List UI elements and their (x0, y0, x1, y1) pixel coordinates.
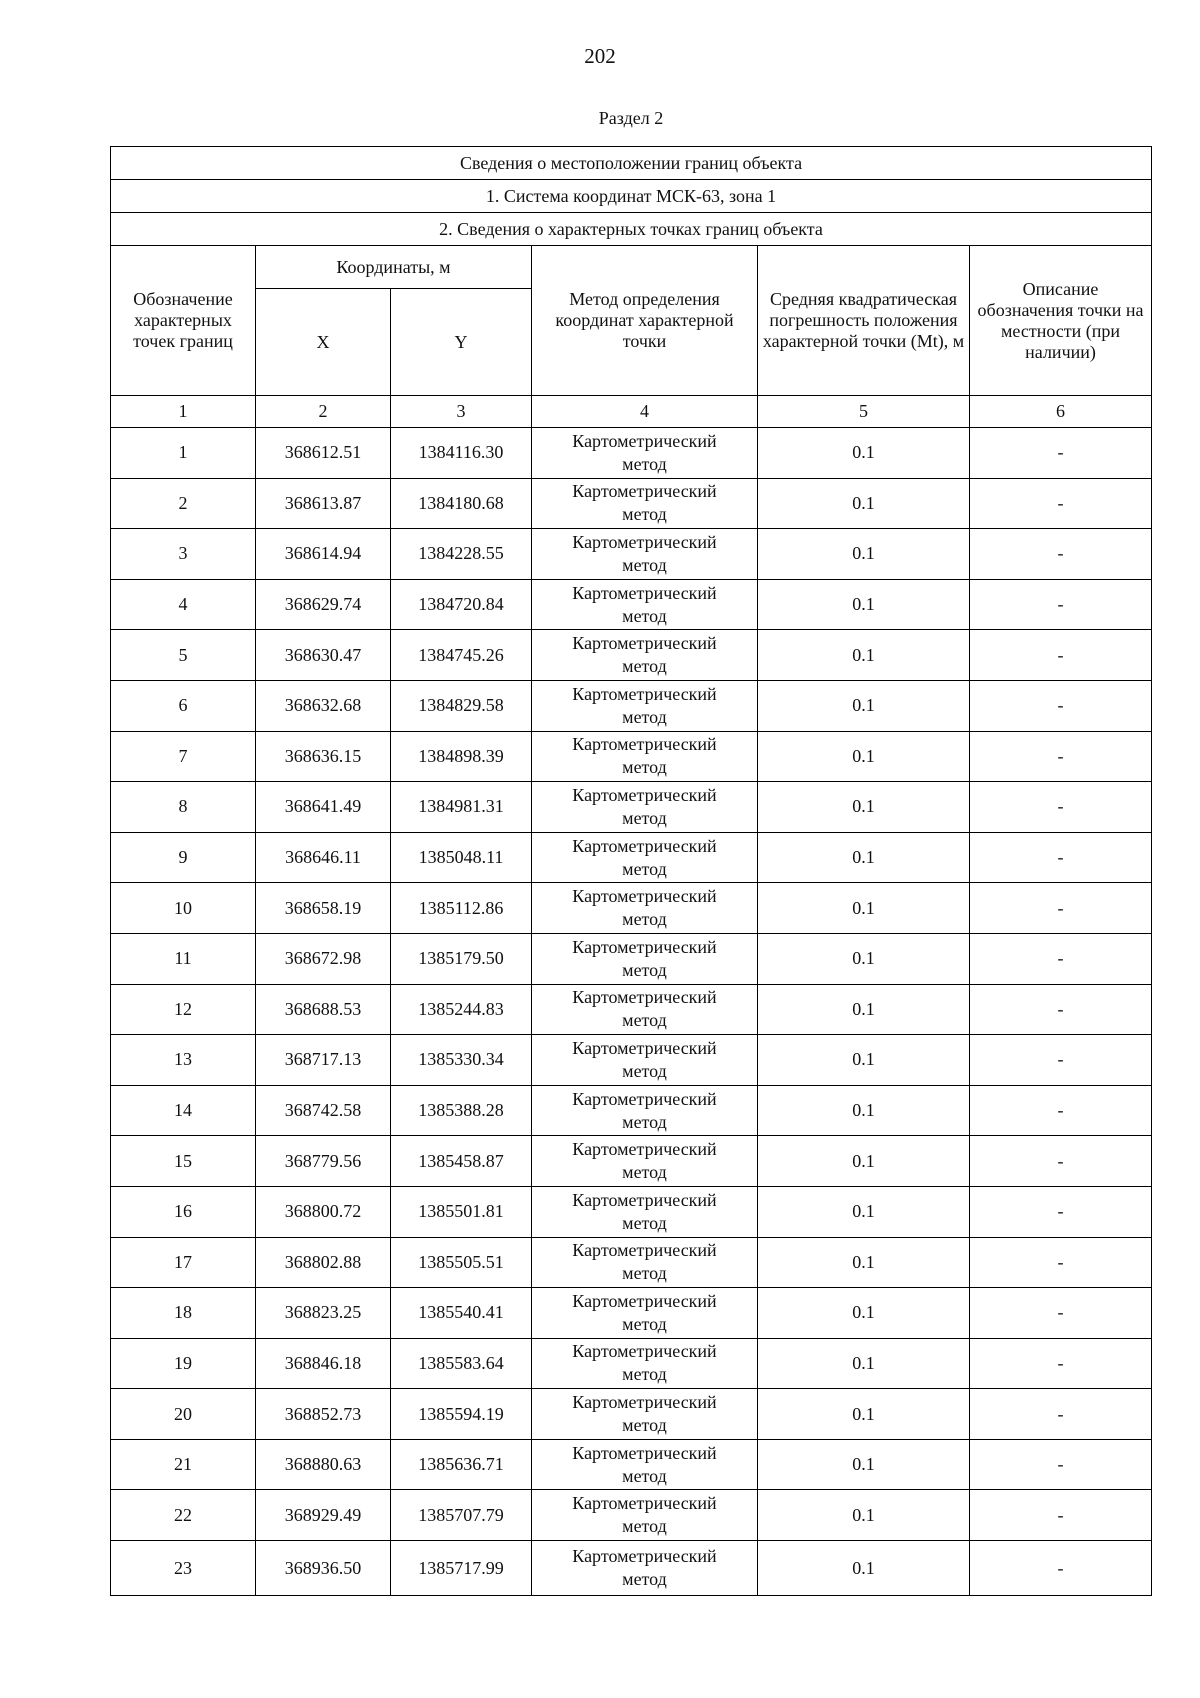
x-coordinate-cell: 368632.68 (256, 680, 391, 731)
description-cell: - (970, 680, 1152, 731)
point-number-cell: 17 (111, 1237, 256, 1288)
column-number: 1 (111, 396, 256, 428)
y-coordinate-cell: 1385179.50 (391, 933, 532, 984)
description-cell: - (970, 1288, 1152, 1339)
point-number-cell: 2 (111, 478, 256, 529)
description-cell: - (970, 1541, 1152, 1596)
table-row (111, 680, 1152, 731)
method-line-2: метод (622, 959, 667, 980)
error-cell: 0.1 (758, 680, 970, 731)
method-line-2: метод (622, 858, 667, 879)
method-line-2: метод (622, 1465, 667, 1486)
y-coordinate-cell: 1384180.68 (391, 478, 532, 529)
section-title: Раздел 2 (598, 108, 664, 128)
method-cell (532, 1439, 758, 1490)
method-line-1: Картометрический (572, 481, 717, 502)
error-cell: 0.1 (758, 1338, 970, 1389)
x-coordinate-cell: 368852.73 (256, 1389, 391, 1440)
description-cell: - (970, 1186, 1152, 1237)
error-cell: 0.1 (758, 428, 970, 479)
y-coordinate-cell: 1384745.26 (391, 630, 532, 681)
y-coordinate-cell: 1384829.58 (391, 680, 532, 731)
column-number: 6 (970, 396, 1152, 428)
method-cell (532, 933, 758, 984)
x-coordinate-cell: 368802.88 (256, 1237, 391, 1288)
coordinate-system: 1. Система координат МСК-63, зона 1 (111, 180, 1152, 213)
x-coordinate-cell: 368636.15 (256, 731, 391, 782)
y-coordinate-cell: 1384981.31 (391, 782, 532, 833)
point-number-cell: 9 (111, 832, 256, 883)
x-coordinate-cell: 368672.98 (256, 933, 391, 984)
table-row (111, 1186, 1152, 1237)
method-cell (532, 680, 758, 731)
description-cell: - (970, 984, 1152, 1035)
error-cell: 0.1 (758, 832, 970, 883)
y-coordinate-cell: 1385048.11 (391, 832, 532, 883)
point-number-cell: 14 (111, 1085, 256, 1136)
description-cell: - (970, 478, 1152, 529)
method-line-1: Картометрический (572, 430, 717, 451)
y-coordinate-cell: 1384720.84 (391, 579, 532, 630)
method-line-1: Картометрический (572, 1392, 717, 1413)
table-row (111, 1136, 1152, 1187)
method-line-1: Картометрический (572, 835, 717, 856)
description-cell: - (970, 731, 1152, 782)
table-row (111, 933, 1152, 984)
x-coordinate-cell: 368658.19 (256, 883, 391, 934)
method-line-1: Картометрический (572, 1037, 717, 1058)
header-method: Метод определения координат характерной точки (532, 246, 758, 396)
method-cell (532, 630, 758, 681)
header-point: Обозначение характерных точек границ (111, 246, 256, 396)
method-line-2: метод (622, 706, 667, 727)
table-row (111, 1035, 1152, 1086)
method-line-1: Картометрический (572, 1442, 717, 1463)
method-line-2: метод (622, 504, 667, 525)
error-cell: 0.1 (758, 984, 970, 1035)
point-number-cell: 18 (111, 1288, 256, 1339)
point-number-cell: 7 (111, 731, 256, 782)
point-number-cell: 19 (111, 1338, 256, 1389)
method-line-2: метод (622, 1415, 667, 1436)
method-line-2: метод (622, 807, 667, 828)
error-cell: 0.1 (758, 883, 970, 934)
y-coordinate-cell: 1384116.30 (391, 428, 532, 479)
y-coordinate-cell: 1385112.86 (391, 883, 532, 934)
method-line-1: Картометрический (572, 886, 717, 907)
y-coordinate-cell: 1385505.51 (391, 1237, 532, 1288)
y-coordinate-cell: 1385707.79 (391, 1490, 532, 1541)
x-coordinate-cell: 368630.47 (256, 630, 391, 681)
table-row (111, 1338, 1152, 1389)
method-line-1: Картометрический (572, 734, 717, 755)
x-coordinate-cell: 368614.94 (256, 529, 391, 580)
table-row (111, 529, 1152, 580)
table-row (111, 984, 1152, 1035)
header-coords: Координаты, м (256, 246, 532, 289)
point-number-cell: 15 (111, 1136, 256, 1187)
method-cell (532, 883, 758, 934)
error-cell: 0.1 (758, 478, 970, 529)
column-number: 5 (758, 396, 970, 428)
point-number-cell: 6 (111, 680, 256, 731)
error-cell: 0.1 (758, 1085, 970, 1136)
y-coordinate-cell: 1385501.81 (391, 1186, 532, 1237)
description-cell: - (970, 428, 1152, 479)
description-cell: - (970, 1035, 1152, 1086)
point-number-cell: 22 (111, 1490, 256, 1541)
header-y: Y (391, 289, 532, 396)
description-cell: - (970, 630, 1152, 681)
method-line-2: метод (622, 909, 667, 930)
method-line-2: метод (622, 1111, 667, 1132)
method-cell (532, 782, 758, 833)
x-coordinate-cell: 368779.56 (256, 1136, 391, 1187)
point-number-cell: 23 (111, 1541, 256, 1596)
x-coordinate-cell: 368717.13 (256, 1035, 391, 1086)
table-row (111, 478, 1152, 529)
error-cell: 0.1 (758, 731, 970, 782)
x-coordinate-cell: 368846.18 (256, 1338, 391, 1389)
method-line-1: Картометрический (572, 531, 717, 552)
y-coordinate-cell: 1385244.83 (391, 984, 532, 1035)
header-x: X (256, 289, 391, 396)
method-cell (532, 1186, 758, 1237)
description-cell: - (970, 529, 1152, 580)
x-coordinate-cell: 368800.72 (256, 1186, 391, 1237)
table-title: Сведения о местоположении границ объекта (111, 147, 1152, 180)
method-cell (532, 1136, 758, 1187)
column-number: 2 (256, 396, 391, 428)
method-line-2: метод (622, 1010, 667, 1031)
point-number-cell: 3 (111, 529, 256, 580)
table-row (111, 1439, 1152, 1490)
table-row (111, 1389, 1152, 1440)
table-row (111, 1541, 1152, 1596)
point-number-cell: 13 (111, 1035, 256, 1086)
x-coordinate-cell: 368742.58 (256, 1085, 391, 1136)
page-number: 202 (584, 44, 616, 68)
error-cell: 0.1 (758, 1035, 970, 1086)
y-coordinate-cell: 1385458.87 (391, 1136, 532, 1187)
error-cell: 0.1 (758, 1389, 970, 1440)
description-cell: - (970, 1389, 1152, 1440)
method-line-2: метод (622, 605, 667, 626)
error-cell: 0.1 (758, 1288, 970, 1339)
method-cell (532, 478, 758, 529)
table-row (111, 428, 1152, 479)
method-cell (532, 1338, 758, 1389)
point-number-cell: 8 (111, 782, 256, 833)
method-line-1: Картометрический (572, 1139, 717, 1160)
point-number-cell: 5 (111, 630, 256, 681)
error-cell: 0.1 (758, 1237, 970, 1288)
method-line-1: Картометрический (572, 633, 717, 654)
table-row (111, 883, 1152, 934)
method-line-1: Картометрический (572, 1088, 717, 1109)
method-cell (532, 1237, 758, 1288)
description-cell: - (970, 1085, 1152, 1136)
y-coordinate-cell: 1385717.99 (391, 1541, 532, 1596)
method-line-2: метод (622, 757, 667, 778)
error-cell: 0.1 (758, 1490, 970, 1541)
method-cell (532, 529, 758, 580)
method-cell (532, 832, 758, 883)
method-line-2: метод (622, 1313, 667, 1334)
error-cell: 0.1 (758, 933, 970, 984)
table-row (111, 782, 1152, 833)
description-cell: - (970, 832, 1152, 883)
method-cell (532, 1541, 758, 1596)
point-number-cell: 12 (111, 984, 256, 1035)
point-number-cell: 1 (111, 428, 256, 479)
point-number-cell: 20 (111, 1389, 256, 1440)
x-coordinate-cell: 368823.25 (256, 1288, 391, 1339)
method-line-1: Картометрический (572, 987, 717, 1008)
method-cell (532, 1035, 758, 1086)
point-number-cell: 10 (111, 883, 256, 934)
method-cell (532, 731, 758, 782)
error-cell: 0.1 (758, 1136, 970, 1187)
x-coordinate-cell: 368613.87 (256, 478, 391, 529)
error-cell: 0.1 (758, 529, 970, 580)
column-number: 4 (532, 396, 758, 428)
y-coordinate-cell: 1384898.39 (391, 731, 532, 782)
description-cell: - (970, 782, 1152, 833)
method-line-1: Картометрический (572, 1493, 717, 1514)
y-coordinate-cell: 1385540.41 (391, 1288, 532, 1339)
x-coordinate-cell: 368688.53 (256, 984, 391, 1035)
method-cell (532, 1389, 758, 1440)
description-cell: - (970, 883, 1152, 934)
point-number-cell: 16 (111, 1186, 256, 1237)
method-line-1: Картометрический (572, 582, 717, 603)
method-line-2: метод (622, 656, 667, 677)
method-line-1: Картометрический (572, 1341, 717, 1362)
description-cell: - (970, 1439, 1152, 1490)
method-line-1: Картометрический (572, 936, 717, 957)
table-row (111, 731, 1152, 782)
x-coordinate-cell: 368880.63 (256, 1439, 391, 1490)
table-row (111, 1085, 1152, 1136)
method-line-2: метод (622, 554, 667, 575)
description-cell: - (970, 1136, 1152, 1187)
method-line-2: метод (622, 1364, 667, 1385)
table-row (111, 1490, 1152, 1541)
method-line-1: Картометрический (572, 683, 717, 704)
error-cell: 0.1 (758, 782, 970, 833)
x-coordinate-cell: 368646.11 (256, 832, 391, 883)
table-row (111, 630, 1152, 681)
method-cell (532, 1288, 758, 1339)
method-line-1: Картометрический (572, 1240, 717, 1261)
method-cell (532, 1490, 758, 1541)
method-line-2: метод (622, 1263, 667, 1284)
method-line-2: метод (622, 1212, 667, 1233)
point-number-cell: 11 (111, 933, 256, 984)
method-line-1: Картометрический (572, 1189, 717, 1210)
point-number-cell: 21 (111, 1439, 256, 1490)
method-cell (532, 579, 758, 630)
method-line-2: метод (622, 1060, 667, 1081)
description-cell: - (970, 1338, 1152, 1389)
y-coordinate-cell: 1385583.64 (391, 1338, 532, 1389)
method-cell (532, 984, 758, 1035)
method-line-2: метод (622, 1569, 667, 1590)
table-row (111, 1288, 1152, 1339)
method-cell (532, 428, 758, 479)
method-line-1: Картометрический (572, 1546, 717, 1567)
error-cell: 0.1 (758, 1186, 970, 1237)
method-line-1: Картометрический (572, 784, 717, 805)
y-coordinate-cell: 1385388.28 (391, 1085, 532, 1136)
error-cell: 0.1 (758, 579, 970, 630)
method-line-1: Картометрический (572, 1290, 717, 1311)
method-cell (532, 1085, 758, 1136)
description-cell: - (970, 1237, 1152, 1288)
table-row (111, 832, 1152, 883)
error-cell: 0.1 (758, 1541, 970, 1596)
description-cell: - (970, 933, 1152, 984)
x-coordinate-cell: 368629.74 (256, 579, 391, 630)
table-row (111, 1237, 1152, 1288)
method-line-2: метод (622, 453, 667, 474)
description-cell: - (970, 579, 1152, 630)
point-number-cell: 4 (111, 579, 256, 630)
x-coordinate-cell: 368929.49 (256, 1490, 391, 1541)
column-number: 3 (391, 396, 532, 428)
error-cell: 0.1 (758, 1439, 970, 1490)
y-coordinate-cell: 1385330.34 (391, 1035, 532, 1086)
x-coordinate-cell: 368936.50 (256, 1541, 391, 1596)
x-coordinate-cell: 368612.51 (256, 428, 391, 479)
description-cell: - (970, 1490, 1152, 1541)
table-row (111, 579, 1152, 630)
method-line-2: метод (622, 1162, 667, 1183)
x-coordinate-cell: 368641.49 (256, 782, 391, 833)
error-cell: 0.1 (758, 630, 970, 681)
header-error: Средняя квадратическая погрешность положения характерной точки (Mt), м (758, 246, 970, 396)
points-section-title: 2. Сведения о характерных точках границ объекта (111, 213, 1152, 246)
boundary-points-table (110, 146, 1152, 1596)
y-coordinate-cell: 1385594.19 (391, 1389, 532, 1440)
header-description: Описание обозначения точки на местности (при наличии) (970, 246, 1152, 396)
method-line-2: метод (622, 1516, 667, 1537)
y-coordinate-cell: 1385636.71 (391, 1439, 532, 1490)
y-coordinate-cell: 1384228.55 (391, 529, 532, 580)
